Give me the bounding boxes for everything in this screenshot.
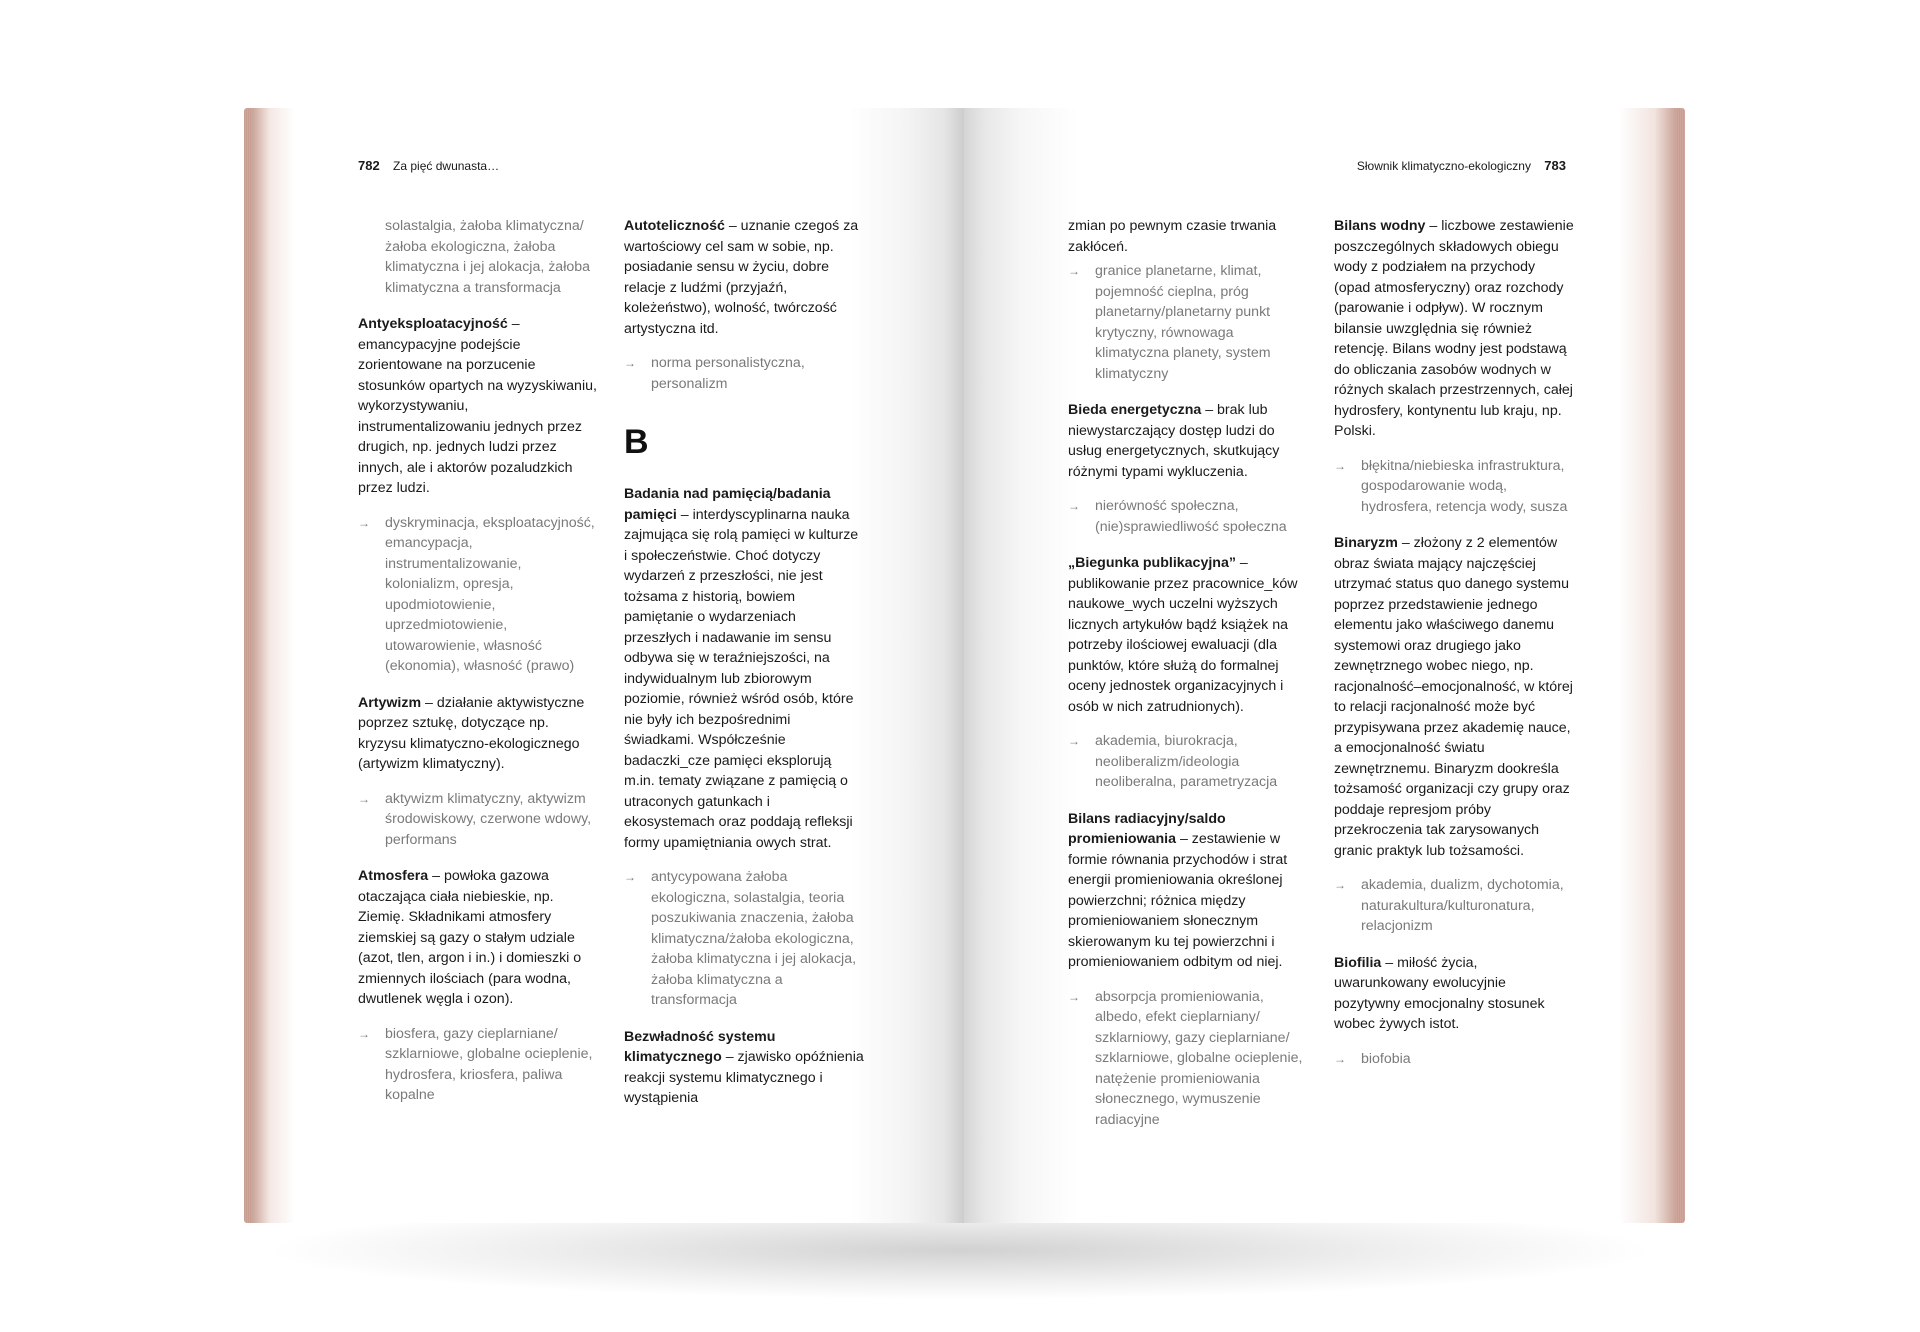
entry-definition: – zjawisko opóźnienia reakcji systemu klimatycznego i wystąpienia <box>624 1049 864 1106</box>
dictionary-entry <box>1068 809 1308 973</box>
cross-reference <box>358 216 598 298</box>
ref-text: norma personalistyczna, personalizm <box>651 355 805 392</box>
arrow-icon: → <box>1334 878 1346 892</box>
arrow-icon: → <box>1334 458 1346 473</box>
cross-reference <box>1334 875 1574 937</box>
left-page <box>252 108 964 1223</box>
entry-definition: – liczbowe zestawienie poszczególnych składowych obiegu wody z podziałem na przychody (opad atmosferyczny) oraz rozchody (parowanie i odpływ). W rocznym bilansie uwzględnia się również retencję. Bilans wodny jest podstawą do obliczania zasobów wodnych w różnych skalach przestrzennych, całej hydrosfery, kontynentu lub kraju, np. Polski. <box>1334 218 1574 439</box>
page-number: 783 <box>1544 158 1566 173</box>
cross-reference <box>624 867 864 1011</box>
entry-term: Bezwładność systemu klimatycznego <box>624 1028 776 1065</box>
ref-text: nierówność społeczna, (nie)sprawiedliwość społeczna <box>1095 498 1287 535</box>
dictionary-entry <box>1068 553 1308 717</box>
entry-term: Bilans radiacyjny/saldo promieniowania <box>1068 810 1226 847</box>
ref-text: biosfera, gazy cieplarniane/ szklarniowe, globalne ocieplenie, hydrosfera, kriosfera, paliwa kopalne <box>385 1025 593 1103</box>
entry-definition: – publikowanie przez pracownice_ków naukowe_wych uczelni wyższych licznych artykułów bądź książek na potrzeby ilościowej ewaluacji (dla punktów, które służą do formalnej oceny jednostek organizacyjnych i osób w nich zatrudnionych). <box>1068 555 1298 715</box>
cross-reference <box>1068 496 1308 537</box>
ref-text: absorpcja promieniowania, albedo, efekt cieplarniany/ szklarniowy, gazy cieplarniane/ szklarniowe, globalne ocieplenie, natężenie promieniowania słonecznego, wymuszenie radiacyjne <box>1095 988 1303 1128</box>
cross-reference <box>358 513 598 677</box>
ref-text: aktywizm klimatyczny, aktywizm środowiskowy, czerwone wdowy, performans <box>385 790 592 848</box>
dictionary-entry <box>624 484 864 853</box>
arrow-icon: → <box>624 356 636 370</box>
ref-text: błękitna/niebieska infrastruktura, gospodarowanie wodą, hydrosfera, retencja wody, susza <box>1361 457 1568 515</box>
continuation-text: zmian po pewnym czasie trwania zakłóceń. <box>1068 218 1277 255</box>
entry-term: Autoteliczność <box>624 218 725 234</box>
right-column-1 <box>1068 216 1308 1146</box>
entry-definition: – brak lub niewystarczający dostęp ludzi do usług energetycznych, skutkujący różnymi typami wykluczenia. <box>1068 402 1280 480</box>
left-column-1 <box>358 216 598 1122</box>
entry-term: Badania nad pamięcią/badania pamięci <box>624 486 831 523</box>
arrow-icon: → <box>358 791 370 806</box>
entry-definition: – powłoka gazowa otaczająca ciała niebieskie, np. Ziemię. Składnikami atmosfery ziemskiej są gazy o stałym udziale (azot, tlen, argon i in.) i domieszki o zmiennych ilościach (para wodna, dwutlenek węgla i ozon). <box>358 868 582 1007</box>
running-title: Słownik klimatyczno-ekologiczny <box>1356 159 1531 173</box>
right-page-edge <box>1675 108 1685 1223</box>
arrow-icon: → <box>1334 1051 1346 1066</box>
arrow-icon: → <box>1068 264 1080 278</box>
dictionary-entry <box>358 866 598 1010</box>
ref-text: dyskryminacja, eksploatacyjność, emancypacja, instrumentalizowanie, kolonializm, opresja, upodmiotowienie, uprzedmiotowienie, utowarowienie, własność (ekonomia), własność (prawo) <box>385 514 595 674</box>
dictionary-entry <box>1334 216 1574 442</box>
entry-term: Antyeksploatacyjność <box>358 316 508 332</box>
arrow-icon: → <box>1068 989 1080 1004</box>
section-letter: B <box>624 423 649 461</box>
entry-definition: – uznanie czegoś za wartościowy cel sam w sobie, np. posiadanie sensu w życiu, dobre relacje z ludźmi (przyjaźń, koleżeństwo), wolność, twórczość artystyczna itd. <box>624 218 859 337</box>
cross-reference <box>1068 731 1308 793</box>
dictionary-entry <box>1334 953 1574 1035</box>
dictionary-entry <box>1068 400 1308 482</box>
running-title: Za pięć dwunasta… <box>393 159 500 173</box>
entry-term: Artywizm <box>358 694 422 711</box>
right-page <box>964 108 1676 1223</box>
left-column-2 <box>624 216 864 1123</box>
cross-reference <box>1334 456 1574 518</box>
dictionary-entry <box>624 216 864 339</box>
arrow-icon: → <box>1068 734 1080 748</box>
page-number: 782 <box>358 158 380 173</box>
right-column-2 <box>1334 216 1574 1085</box>
ref-text: antycypowana żałoba ekologiczna, solastalgia, teoria poszukiwania znaczenia, żałoba klimatyczna/żałoba ekologiczna, żałoba klimatyczna i jej alokacja, żałoba klimatyczna a transformacja <box>651 869 857 1008</box>
entry-definition: – interdyscyplinarna nauka zajmująca się rolą pamięci w kulturze i społeczeństwie. Choć dotyczy wydarzeń z przeszłości, nie jest tożsama z historią, bowiem pamiętanie o wydarzeniach przeszłych i nadawanie im sensu odbywa się w teraźniejszości, na indywidualnym lub zbiorowym poziomie, również wśród osób, które nie były ich bezpośrednimi świadkami. Współcześnie badaczki_cze pamięci eksplorują m.in. tematy związane z pamięcią o utraconych gatunkach i ekosystemach oraz poddają refleksji formy upamiętniania owych strat. <box>624 506 859 851</box>
ref-text: akademia, biurokracja, neoliberalizm/ideologia neoliberalna, parametryzacja <box>1095 733 1278 790</box>
entry-definition: – emancypacyjne podejście zorientowane na porzucenie stosunków opartych na wyzyskiwaniu, wykorzystywaniu, instrumentalizowaniu jednych przez drugich, np. jednych ludzi przez innych, ale i aktorów pozaludzkich przez ludzi. <box>358 316 597 496</box>
arrow-icon: → <box>624 870 636 884</box>
entry-term: Biofilia <box>1334 954 1382 971</box>
entry-term: Atmosfera <box>358 868 429 884</box>
dictionary-entry <box>358 314 598 499</box>
ref-text: biofobia <box>1361 1050 1411 1067</box>
ref-text: granice planetarne, klimat, pojemność cieplna, próg planetarny/planetarny punkt krytyczny, równowaga klimatyczna planety, system klimatyczny <box>1095 263 1271 382</box>
entry-term: Binaryzm <box>1334 535 1398 551</box>
cross-reference <box>1334 1049 1574 1070</box>
cross-reference <box>358 789 598 851</box>
entry-definition: – złożony z 2 elementów obraz świata mający najczęściej utrzymać status quo danego systemu poprzez przedstawienie jednego elementu jako właściwego danemu systemowi oraz drugiego jako zewnętrznego wobec niego, np. racjonalność–emocjonalność, w której to relacji racjonalność może być przypisywana przez akademię nauce, a emocjonalność światu zewnętrznemu. Binaryzm dookreśla tożsamość organizacji czy grupy oraz poddaje represjom próby przekroczenia tak zarysowanych granic praktyk lub tożsamości. <box>1334 535 1573 859</box>
lead-ref: solastalgia, żałoba klimatyczna/ żałoba ekologiczna, żałoba klimatyczna i jej alokacja, żałoba klimatyczna a transformacja <box>385 218 591 296</box>
arrow-icon: → <box>358 1026 370 1041</box>
cross-reference <box>1068 987 1308 1131</box>
ref-text: akademia, dualizm, dychotomia, naturakultura/kulturonatura, relacjonizm <box>1361 877 1564 934</box>
left-page-header <box>358 158 499 173</box>
entry-definition: – miłość życia, uwarunkowany ewolucyjnie pozytywny emocjonalny stosunek wobec żywych istot. <box>1334 954 1545 1032</box>
cross-reference <box>624 353 864 394</box>
cross-reference <box>358 1024 598 1106</box>
arrow-icon: → <box>1068 499 1080 513</box>
entry-definition: – działanie aktywistyczne poprzez sztukę, dotyczące np. kryzysu klimatyczno-ekologicznego (artywizm klimatyczny). <box>358 694 585 772</box>
dictionary-entry <box>1334 533 1574 861</box>
entry-continuation <box>1068 216 1308 257</box>
cross-reference <box>1068 261 1308 384</box>
right-page-header <box>1357 158 1566 173</box>
dictionary-entry <box>624 1027 864 1109</box>
entry-term: „Biegunka publikacyjna” <box>1068 555 1236 571</box>
entry-term: Bieda energetyczna <box>1068 402 1202 418</box>
entry-definition: – zestawienie w formie równania przychodów i strat energii promieniowania określonej powierzchni; różnica między promieniowaniem słonecznym skierowanym ku tej powierzchni i promieniowaniem odbitym od niej. <box>1068 831 1288 970</box>
arrow-icon: → <box>358 515 370 530</box>
entry-term: Bilans wodny <box>1334 218 1426 234</box>
dictionary-entry <box>358 693 598 775</box>
